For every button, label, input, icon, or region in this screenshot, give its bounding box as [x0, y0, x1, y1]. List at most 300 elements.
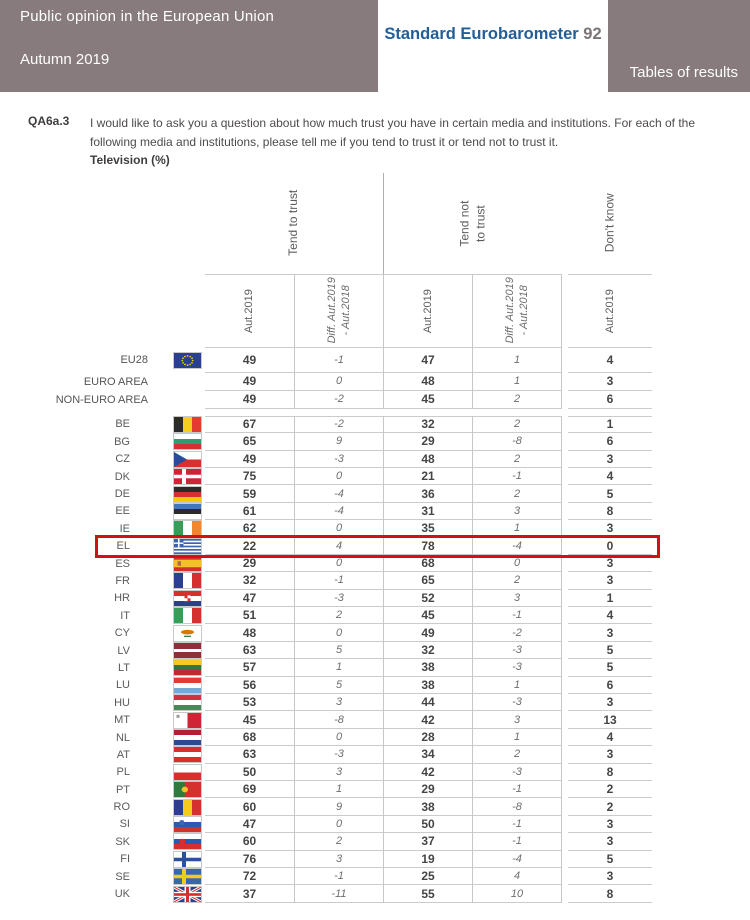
value-dontknow-aut2019: 3	[568, 694, 652, 711]
value-trust-diff: -4	[295, 503, 384, 520]
table-row	[0, 555, 652, 572]
table-row	[0, 373, 652, 391]
row-label: AT	[116, 748, 130, 761]
value-nottrust-diff: 1	[473, 373, 562, 391]
value-nottrust-aut2019: 19	[384, 851, 473, 868]
results-table	[0, 173, 652, 903]
table-row	[0, 468, 652, 485]
ro-flag-icon	[173, 799, 202, 816]
value-nottrust-aut2019: 34	[384, 746, 473, 763]
value-nottrust-aut2019: 31	[384, 503, 473, 520]
value-nottrust-aut2019: 42	[384, 711, 473, 728]
group-spacer	[0, 409, 652, 416]
table-row	[0, 746, 652, 763]
value-trust-aut2019: 49	[205, 348, 295, 373]
country-flag	[170, 764, 205, 781]
value-nottrust-aut2019: 47	[384, 348, 473, 373]
country-flag	[170, 451, 205, 468]
country-flag	[170, 868, 205, 885]
column-dontknow-aut2019: Aut.2019	[568, 274, 652, 348]
row-label: SI	[119, 818, 130, 831]
value-trust-aut2019: 45	[205, 711, 295, 728]
value-trust-aut2019: 22	[205, 538, 295, 555]
table-row	[0, 694, 652, 711]
value-trust-aut2019: 72	[205, 868, 295, 885]
row-label: CZ	[115, 453, 130, 466]
value-trust-aut2019: 29	[205, 555, 295, 572]
row-label: ES	[115, 557, 130, 570]
table-row	[0, 538, 652, 555]
value-trust-aut2019: 63	[205, 642, 295, 659]
value-trust-aut2019: 47	[205, 590, 295, 607]
table-row	[0, 590, 652, 607]
row-label: LU	[115, 679, 130, 692]
row-label: DK	[114, 470, 130, 483]
country-flag	[170, 885, 205, 902]
value-trust-diff: 9	[295, 433, 384, 450]
table-row	[0, 391, 652, 409]
value-trust-aut2019: 49	[205, 391, 295, 409]
value-dontknow-aut2019: 8	[568, 885, 652, 902]
value-trust-aut2019: 57	[205, 659, 295, 676]
de-flag-icon	[173, 486, 202, 503]
value-nottrust-aut2019: 44	[384, 694, 473, 711]
country-flag	[170, 607, 205, 624]
value-nottrust-diff: -1	[473, 833, 562, 850]
value-dontknow-aut2019: 1	[568, 416, 652, 433]
value-trust-aut2019: 53	[205, 694, 295, 711]
table-row	[0, 677, 652, 694]
row-label: IT	[120, 609, 130, 622]
column-trust-aut2019: Aut.2019	[205, 274, 295, 348]
value-trust-aut2019: 32	[205, 572, 295, 589]
value-nottrust-diff: 10	[473, 885, 562, 902]
row-label: FI	[120, 853, 130, 866]
country-flag	[170, 624, 205, 641]
value-trust-aut2019: 37	[205, 885, 295, 902]
value-nottrust-diff: -3	[473, 659, 562, 676]
value-trust-aut2019: 61	[205, 503, 295, 520]
value-trust-diff: -3	[295, 590, 384, 607]
value-dontknow-aut2019: 1	[568, 590, 652, 607]
country-flag	[170, 468, 205, 485]
country-flag	[170, 590, 205, 607]
country-flag	[170, 781, 205, 798]
row-label: EE	[115, 505, 130, 518]
value-trust-diff: 5	[295, 677, 384, 694]
value-nottrust-aut2019: 36	[384, 485, 473, 502]
column-trust-diff: Diff. Aut.2019 - Aut.2018	[295, 274, 384, 348]
value-trust-diff: -3	[295, 746, 384, 763]
fr-flag-icon	[173, 572, 202, 589]
value-trust-diff: 1	[295, 781, 384, 798]
value-trust-diff: -2	[295, 391, 384, 409]
lt-flag-icon	[173, 659, 202, 676]
country-flag	[170, 391, 205, 409]
value-nottrust-diff: 2	[473, 572, 562, 589]
value-nottrust-aut2019: 35	[384, 520, 473, 537]
table-row	[0, 642, 652, 659]
question-body	[90, 114, 702, 170]
table-row	[0, 451, 652, 468]
country-flag	[170, 538, 205, 555]
fi-flag-icon	[173, 851, 202, 868]
value-trust-diff: 3	[295, 851, 384, 868]
se-flag-icon	[173, 868, 202, 885]
value-dontknow-aut2019: 3	[568, 451, 652, 468]
row-label: EU28	[120, 354, 148, 367]
value-trust-diff: 1	[295, 659, 384, 676]
row-label: CY	[114, 627, 130, 640]
value-trust-aut2019: 49	[205, 373, 295, 391]
value-dontknow-aut2019: 4	[568, 607, 652, 624]
row-label: FR	[115, 574, 130, 587]
question-block	[28, 114, 750, 170]
country-flag	[170, 555, 205, 572]
value-dontknow-aut2019: 6	[568, 433, 652, 450]
country-flag	[170, 373, 205, 391]
value-nottrust-diff: 4	[473, 868, 562, 885]
row-label: NL	[115, 731, 130, 744]
value-trust-diff: -1	[295, 868, 384, 885]
value-nottrust-aut2019: 68	[384, 555, 473, 572]
eu28-flag-icon	[173, 352, 202, 369]
value-nottrust-aut2019: 48	[384, 373, 473, 391]
value-dontknow-aut2019: 4	[568, 468, 652, 485]
it-flag-icon	[173, 607, 202, 624]
value-nottrust-aut2019: 49	[384, 624, 473, 641]
value-nottrust-aut2019: 45	[384, 391, 473, 409]
value-dontknow-aut2019: 2	[568, 798, 652, 815]
value-nottrust-diff: 3	[473, 503, 562, 520]
value-trust-diff: 0	[295, 729, 384, 746]
uk-flag-icon	[173, 886, 202, 903]
brand-number: 92	[583, 25, 602, 43]
value-dontknow-aut2019: 5	[568, 485, 652, 502]
column-group-dont-know: Don't know	[602, 193, 617, 253]
value-trust-aut2019: 75	[205, 468, 295, 485]
es-flag-icon	[173, 555, 202, 572]
country-flag	[170, 416, 205, 433]
value-nottrust-aut2019: 29	[384, 781, 473, 798]
country-flag	[170, 572, 205, 589]
table-row	[0, 485, 652, 502]
value-dontknow-aut2019: 6	[568, 677, 652, 694]
value-trust-aut2019: 51	[205, 607, 295, 624]
value-dontknow-aut2019: 3	[568, 373, 652, 391]
column-nottrust-diff: Diff. Aut.2019 - Aut.2018	[473, 274, 562, 348]
value-trust-aut2019: 62	[205, 520, 295, 537]
value-dontknow-aut2019: 13	[568, 711, 652, 728]
cz-flag-icon	[173, 451, 202, 468]
value-trust-diff: -2	[295, 416, 384, 433]
sk-flag-icon	[173, 833, 202, 850]
report-title: Public opinion in the European Union	[20, 8, 275, 25]
value-trust-diff: -8	[295, 711, 384, 728]
value-trust-aut2019: 67	[205, 416, 295, 433]
value-nottrust-aut2019: 42	[384, 764, 473, 781]
value-nottrust-diff: 0	[473, 555, 562, 572]
value-nottrust-aut2019: 32	[384, 416, 473, 433]
value-nottrust-aut2019: 29	[384, 433, 473, 450]
hu-flag-icon	[173, 694, 202, 711]
value-dontknow-aut2019: 5	[568, 659, 652, 676]
value-nottrust-aut2019: 78	[384, 538, 473, 555]
value-trust-aut2019: 59	[205, 485, 295, 502]
value-trust-aut2019: 48	[205, 624, 295, 641]
value-trust-diff: 5	[295, 642, 384, 659]
value-trust-diff: -3	[295, 451, 384, 468]
value-trust-diff: 0	[295, 520, 384, 537]
value-trust-diff: 9	[295, 798, 384, 815]
value-nottrust-diff: 2	[473, 451, 562, 468]
value-dontknow-aut2019: 5	[568, 642, 652, 659]
table-row	[0, 607, 652, 624]
value-nottrust-diff: -3	[473, 694, 562, 711]
value-nottrust-diff: -1	[473, 468, 562, 485]
table-row	[0, 868, 652, 885]
cy-flag-icon	[173, 625, 202, 642]
value-nottrust-aut2019: 38	[384, 798, 473, 815]
table-row	[0, 781, 652, 798]
value-dontknow-aut2019: 4	[568, 729, 652, 746]
country-flag	[170, 677, 205, 694]
table-row	[0, 764, 652, 781]
value-dontknow-aut2019: 3	[568, 746, 652, 763]
value-dontknow-aut2019: 8	[568, 764, 652, 781]
country-flag	[170, 711, 205, 728]
value-trust-aut2019: 69	[205, 781, 295, 798]
table-row	[0, 729, 652, 746]
table-row	[0, 503, 652, 520]
row-label: UK	[114, 888, 130, 901]
country-flag	[170, 746, 205, 763]
row-label: IE	[119, 522, 130, 535]
value-nottrust-diff: -1	[473, 816, 562, 833]
value-trust-diff: 0	[295, 373, 384, 391]
value-trust-aut2019: 49	[205, 451, 295, 468]
table-group-header	[0, 173, 652, 274]
lu-flag-icon	[173, 677, 202, 694]
row-label: LT	[117, 661, 130, 674]
value-nottrust-diff: 1	[473, 520, 562, 537]
value-nottrust-aut2019: 55	[384, 885, 473, 902]
value-dontknow-aut2019: 3	[568, 572, 652, 589]
table-row	[0, 885, 652, 902]
table-row	[0, 798, 652, 815]
value-nottrust-diff: -1	[473, 781, 562, 798]
row-label: SE	[115, 870, 130, 883]
value-trust-diff: -11	[295, 885, 384, 902]
brand-name: Standard Eurobarometer	[384, 25, 579, 43]
value-nottrust-diff: 2	[473, 485, 562, 502]
value-trust-aut2019: 60	[205, 833, 295, 850]
value-trust-aut2019: 50	[205, 764, 295, 781]
value-nottrust-aut2019: 32	[384, 642, 473, 659]
value-nottrust-diff: -8	[473, 433, 562, 450]
value-trust-aut2019: 47	[205, 816, 295, 833]
value-trust-diff: 3	[295, 764, 384, 781]
table-row	[0, 572, 652, 589]
value-dontknow-aut2019: 8	[568, 503, 652, 520]
country-flag	[170, 433, 205, 450]
country-flag	[170, 520, 205, 537]
hr-flag-icon	[173, 590, 202, 607]
row-label: HR	[114, 592, 130, 605]
row-label: BE	[115, 418, 130, 431]
column-group-tend-not-to-trust: Tend not to trust	[457, 200, 487, 247]
value-trust-diff: -1	[295, 348, 384, 373]
value-nottrust-aut2019: 38	[384, 677, 473, 694]
ie-flag-icon	[173, 520, 202, 537]
country-flag	[170, 798, 205, 815]
value-nottrust-aut2019: 38	[384, 659, 473, 676]
value-nottrust-aut2019: 50	[384, 816, 473, 833]
value-nottrust-aut2019: 45	[384, 607, 473, 624]
row-label: LV	[117, 644, 130, 657]
row-label: MT	[114, 714, 130, 727]
value-nottrust-diff: -8	[473, 798, 562, 815]
row-label: EURO AREA	[83, 375, 148, 388]
row-label: PT	[115, 783, 130, 796]
value-dontknow-aut2019: 3	[568, 520, 652, 537]
value-nottrust-aut2019: 21	[384, 468, 473, 485]
value-dontknow-aut2019: 3	[568, 868, 652, 885]
report-edition: Autumn 2019	[20, 51, 110, 68]
bg-flag-icon	[173, 433, 202, 450]
row-label: NON-EURO AREA	[55, 393, 148, 406]
country-flag	[170, 348, 205, 373]
row-label: HU	[114, 696, 130, 709]
value-trust-diff: 0	[295, 555, 384, 572]
question-topic: Television (%)	[90, 153, 170, 168]
tables-of-results-label: Tables of results	[629, 64, 738, 81]
value-nottrust-aut2019: 28	[384, 729, 473, 746]
value-nottrust-diff: 2	[473, 746, 562, 763]
country-flag	[170, 503, 205, 520]
value-nottrust-diff: 2	[473, 391, 562, 409]
header-band	[0, 0, 750, 92]
value-nottrust-diff: 1	[473, 677, 562, 694]
row-label: RO	[113, 801, 130, 814]
brand-box	[378, 0, 608, 92]
country-flag	[170, 729, 205, 746]
value-nottrust-aut2019: 52	[384, 590, 473, 607]
country-flag	[170, 833, 205, 850]
row-label: DE	[114, 488, 130, 501]
value-trust-diff: 0	[295, 624, 384, 641]
value-trust-aut2019: 76	[205, 851, 295, 868]
value-trust-aut2019: 65	[205, 433, 295, 450]
value-trust-diff: 2	[295, 607, 384, 624]
si-flag-icon	[173, 816, 202, 833]
row-label: PL	[116, 766, 130, 779]
country-flag	[170, 659, 205, 676]
value-trust-diff: 0	[295, 816, 384, 833]
value-dontknow-aut2019: 2	[568, 781, 652, 798]
value-nottrust-diff: 1	[473, 729, 562, 746]
el-flag-icon	[173, 538, 202, 555]
country-flag	[170, 485, 205, 502]
value-dontknow-aut2019: 3	[568, 816, 652, 833]
value-trust-aut2019: 68	[205, 729, 295, 746]
value-nottrust-diff: -4	[473, 538, 562, 555]
row-label: BG	[114, 435, 130, 448]
pl-flag-icon	[173, 764, 202, 781]
column-group-tend-to-trust: Tend to trust	[205, 173, 384, 274]
lv-flag-icon	[173, 642, 202, 659]
table-row	[0, 416, 652, 433]
value-dontknow-aut2019: 3	[568, 833, 652, 850]
value-trust-diff: -4	[295, 485, 384, 502]
value-dontknow-aut2019: 0	[568, 538, 652, 555]
value-nottrust-diff: -4	[473, 851, 562, 868]
value-nottrust-diff: 2	[473, 416, 562, 433]
value-trust-aut2019: 63	[205, 746, 295, 763]
value-trust-diff: 2	[295, 833, 384, 850]
country-flag	[170, 816, 205, 833]
value-dontknow-aut2019: 6	[568, 391, 652, 409]
table-body	[0, 348, 652, 903]
table-row	[0, 520, 652, 537]
value-trust-diff: 3	[295, 694, 384, 711]
table-sub-header	[0, 274, 652, 348]
dk-flag-icon	[173, 468, 202, 485]
table-row	[0, 348, 652, 373]
value-nottrust-diff: 3	[473, 590, 562, 607]
table-row	[0, 433, 652, 450]
country-flag	[170, 642, 205, 659]
value-trust-aut2019: 56	[205, 677, 295, 694]
value-nottrust-diff: -2	[473, 624, 562, 641]
column-nottrust-aut2019: Aut.2019	[384, 274, 473, 348]
value-nottrust-diff: -3	[473, 764, 562, 781]
value-nottrust-aut2019: 65	[384, 572, 473, 589]
value-dontknow-aut2019: 3	[568, 555, 652, 572]
be-flag-icon	[173, 416, 202, 433]
nl-flag-icon	[173, 729, 202, 746]
mt-flag-icon	[173, 712, 202, 729]
value-trust-diff: 0	[295, 468, 384, 485]
table-row	[0, 816, 652, 833]
value-nottrust-aut2019: 37	[384, 833, 473, 850]
table-row	[0, 833, 652, 850]
question-code: QA6a.3	[28, 114, 70, 128]
row-label: SK	[115, 835, 130, 848]
pt-flag-icon	[173, 781, 202, 798]
value-nottrust-diff: 1	[473, 348, 562, 373]
value-dontknow-aut2019: 3	[568, 624, 652, 641]
value-trust-diff: -1	[295, 572, 384, 589]
table-row	[0, 624, 652, 641]
at-flag-icon	[173, 746, 202, 763]
row-label: EL	[116, 540, 130, 553]
table-row	[0, 659, 652, 676]
value-nottrust-diff: -1	[473, 607, 562, 624]
value-trust-aut2019: 60	[205, 798, 295, 815]
value-nottrust-aut2019: 48	[384, 451, 473, 468]
value-dontknow-aut2019: 5	[568, 851, 652, 868]
value-nottrust-diff: 3	[473, 711, 562, 728]
value-nottrust-aut2019: 25	[384, 868, 473, 885]
value-nottrust-diff: -3	[473, 642, 562, 659]
country-flag	[170, 851, 205, 868]
table-row	[0, 711, 652, 728]
question-text: I would like to ask you a question about how much trust you have in certain media and institutions. For each of the following media and institutions, please tell me if you tend to trust it or tend not to trust it.	[90, 116, 696, 149]
country-flag	[170, 694, 205, 711]
ee-flag-icon	[173, 503, 202, 520]
value-dontknow-aut2019: 4	[568, 348, 652, 373]
